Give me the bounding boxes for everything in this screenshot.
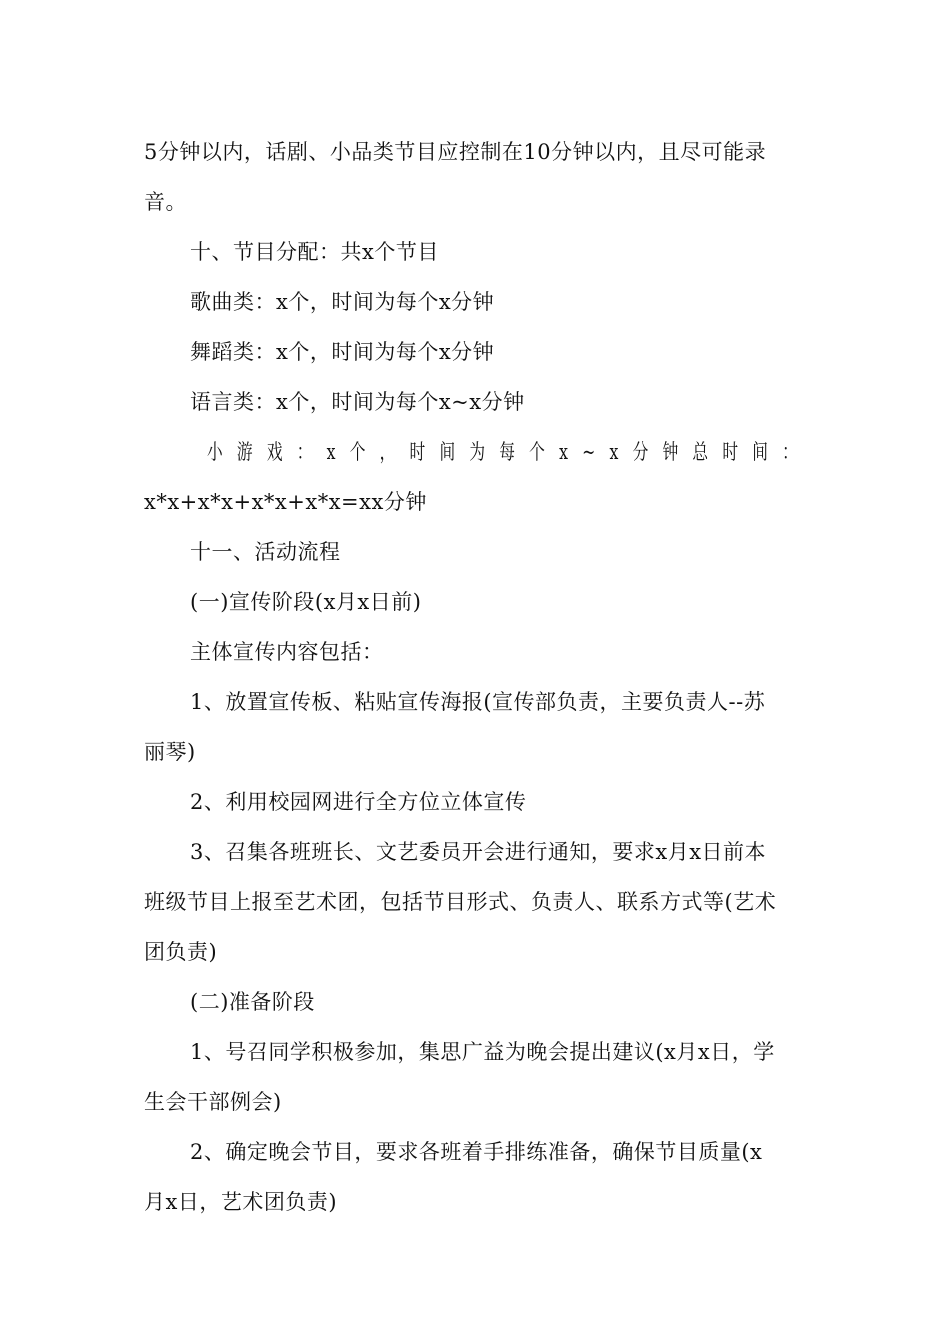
subsection-heading: (二)准备阶段 [190,990,315,1014]
text-line: 团负责) [144,940,218,964]
text-line: x*x+x*x+x*x+x*x=xx分钟 [144,490,427,514]
text-line: 2、确定晚会节目，要求各班着手排练准备，确保节目质量(x [190,1140,763,1164]
text-line: 3、召集各班班长、文艺委员开会进行通知，要求x月x日前本 [190,840,767,864]
section-heading: 十一、活动流程 [190,540,341,564]
text-line: 1、号召同学积极参加，集思广益为晚会提出建议(x月x日，学 [190,1040,775,1064]
text-line: 生会干部例会) [144,1090,282,1114]
text-line: 主体宣传内容包括： [190,640,384,664]
section-heading: 十、节目分配：共x个节目 [190,240,439,264]
text-line: 音。 [144,190,187,214]
text-line: 班级节目上报至艺术团，包括节目形式、负责人、联系方式等(艺术 [144,890,777,914]
text-line: 月x日，艺术团负责) [144,1190,338,1214]
subsection-heading: (一)宣传阶段(x月x日前) [190,590,422,614]
text-line: 5分钟以内，话剧、小品类节目应控制在10分钟以内，且尽可能录 [144,140,767,164]
text-line: 语言类：x个，时间为每个x~x分钟 [190,390,525,414]
text-line: 舞蹈类：x个，时间为每个x分钟 [190,340,495,364]
text-line: 小游戏：x个，时间为每个x~x分钟总时间： [207,440,813,464]
text-line: 丽琴) [144,740,196,764]
text-line: 2、利用校园网进行全方位立体宣传 [190,790,527,814]
text-line: 1、放置宣传板、粘贴宣传海报(宣传部负责，主要负责人--苏 [190,690,766,714]
text-line: 歌曲类：x个，时间为每个x分钟 [190,290,495,314]
